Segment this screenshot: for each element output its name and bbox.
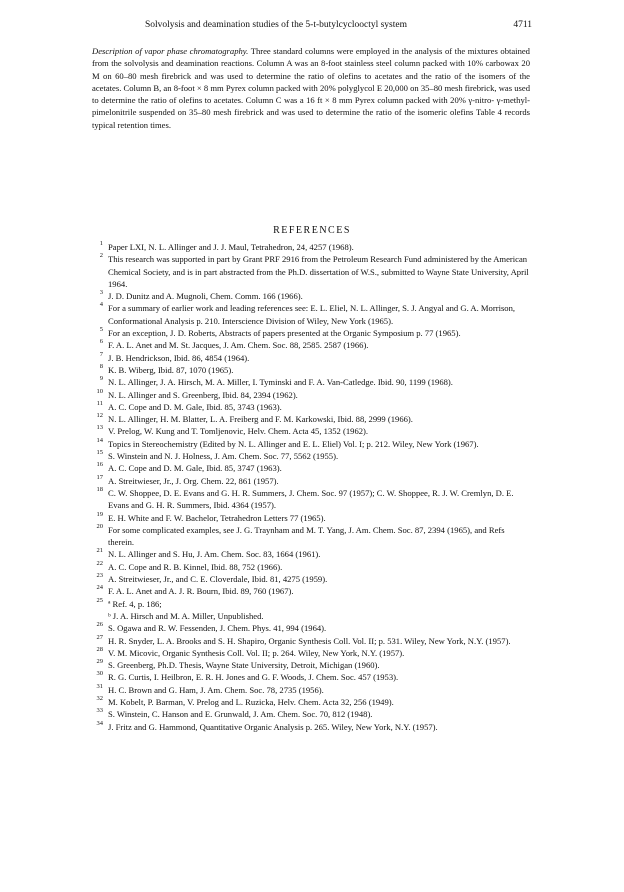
reference-number: 7 [99, 350, 103, 358]
reference-number: 24 [96, 584, 103, 592]
running-title: Solvolysis and deamination studies of the 5-t-butylcyclooctyl system [144, 20, 407, 30]
reference-number: 19 [96, 510, 103, 518]
reference-number: 23 [96, 572, 103, 580]
reference-number: 34 [96, 719, 103, 727]
reference-text: Paper LXI, N. L. Allinger and J. J. Maul, Tetrahedron, 24, 4257 (1968). [108, 242, 354, 252]
reference-text: V. M. Micovic, Organic Synthesis Coll. Vol. II; p. 264. Wiley, New York, N.Y. (1957). [108, 647, 405, 658]
reference-item [92, 450, 532, 462]
reference-number: 4 [99, 301, 103, 309]
reference-text: ª Ref. 4, p. 186; [108, 598, 162, 609]
reference-text: E. H. White and F. W. Bachelor, Tetrahedron Letters 77 (1965). [108, 512, 326, 523]
reference-item [92, 339, 532, 351]
reference-number: 5 [99, 326, 103, 334]
reference-item [92, 253, 532, 290]
reference-text: A. Streitwieser, Jr., J. Org. Chem. 22, 861 (1957). [108, 475, 279, 486]
reference-text: A. Streitwieser, Jr., and C. E. Cloverdale, Ibid. 81, 4275 (1959). [108, 574, 328, 585]
reference-text: K. B. Wiberg, Ibid. 87, 1070 (1965). [108, 364, 234, 375]
reference-text: C. W. Shoppee, D. E. Evans and G. H. R. Summers, J. Chem. Soc. 97 (1957); C. W. Shoppee, R. J. W. Cremlyn, D. E. Evans and G. H. R. Summers, Ibid. 4364 (1957). [108, 487, 514, 511]
reference-subnote: ᵇ J. A. Hirsch and M. A. Miller, Unpublished. [108, 610, 264, 621]
reference-text: N. L. Allinger, H. M. Blatter, L. A. Freiberg and F. M. Karkowski, Ibid. 88, 2999 (1966). [108, 414, 413, 425]
reference-item [92, 425, 532, 437]
reference-item [92, 438, 532, 450]
reference-number: 21 [96, 547, 103, 555]
reference-item [92, 696, 532, 708]
reference-item [92, 524, 532, 549]
reference-text: A. C. Cope and D. M. Gale, Ibid. 85, 3743 (1963). [108, 401, 282, 412]
references-list [92, 241, 532, 733]
reference-number: 32 [96, 694, 103, 702]
reference-number: 13 [96, 424, 103, 432]
reference-text: H. C. Brown and G. Ham, J. Am. Chem. Soc. 78, 2735 (1956). [108, 684, 324, 695]
reference-item [92, 573, 532, 585]
reference-text: J. B. Hendrickson, Ibid. 86, 4854 (1964). [108, 352, 250, 363]
reference-item [92, 512, 532, 524]
references-heading: REFERENCES [273, 225, 351, 236]
reference-number: 29 [96, 658, 103, 666]
reference-number: 15 [96, 449, 103, 457]
reference-number: 27 [96, 633, 103, 641]
reference-text: This research was supported in part by Grant PRF 2916 from the Petroleum Research Fund administered by the American Chemical Society, and is in part abstracted from the Ph.D. dissertation of W.S., submitted to Wayne State University, April 1964. [108, 254, 529, 289]
reference-item [92, 598, 532, 623]
reference-text: J. D. Dunitz and A. Mugnoli, Chem. Comm. 166 (1966). [108, 291, 303, 302]
reference-number: 33 [96, 707, 103, 715]
reference-item [92, 585, 532, 597]
reference-text: V. Prelog, W. Kung and T. Tomljenovic, Helv. Chem. Acta 45, 1352 (1962). [108, 426, 369, 437]
reference-item [92, 462, 532, 474]
reference-text: H. R. Snyder, L. A. Brooks and S. H. Shapiro, Organic Synthesis Coll. Vol. II; p. 531. Wiley, New York, N.Y. (1957). [108, 635, 511, 646]
reference-item [92, 241, 532, 253]
reference-number: 2 [99, 252, 103, 260]
reference-text: S. Greenberg, Ph.D. Thesis, Wayne State University, Detroit, Michigan (1960). [108, 660, 380, 671]
reference-item [92, 671, 532, 683]
reference-text: S. Winstein and N. J. Holness, J. Am. Chem. Soc. 77, 5562 (1955). [108, 451, 339, 462]
reference-item [92, 302, 532, 327]
reference-item [92, 622, 532, 634]
reference-item [92, 647, 532, 659]
reference-item [92, 635, 532, 647]
reference-number: 9 [99, 375, 103, 383]
reference-number: 30 [96, 670, 103, 678]
reference-text: A. C. Cope and R. B. Kinnel, Ibid. 88, 752 (1966). [108, 561, 283, 572]
reference-text: S. Winstein, C. Hanson and E. Grunwald, J. Am. Chem. Soc. 70, 812 (1948). [108, 709, 373, 720]
reference-item [92, 364, 532, 376]
reference-item [92, 290, 532, 302]
reference-number: 8 [99, 362, 103, 370]
reference-text: N. L. Allinger and S. Hu, J. Am. Chem. Soc. 83, 1664 (1961). [108, 549, 321, 560]
page-number: 4711 [513, 20, 532, 30]
reference-item [92, 401, 532, 413]
reference-number: 1 [99, 240, 103, 247]
reference-item [92, 721, 532, 733]
reference-item [92, 561, 532, 573]
reference-text: Topics in Stereochemistry (Edited by N. L. Allinger and E. L. Eliel) Vol. I; p. 212. Wiley, New York (1967). [108, 438, 479, 449]
paragraph-heading: Description of vapor phase chromatography. [92, 46, 249, 56]
reference-number: 16 [96, 461, 103, 469]
reference-text: F. A. L. Anet and M. St. Jacques, J. Am. Chem. Soc. 88, 2585. 2587 (1966). [108, 340, 369, 351]
reference-number: 25 [96, 596, 103, 604]
reference-text: N. L. Allinger, J. A. Hirsch, M. A. Miller, I. Tyminski and F. A. Van-Catledge. Ibid. 90, 1199 (1968). [108, 377, 453, 388]
reference-item [92, 376, 532, 388]
reference-text: For an exception, J. D. Roberts, Abstracts of papers presented at the Organic Symposium p. 77 (1965). [108, 328, 461, 339]
reference-text: R. G. Curtis, I. Heilbron, E. R. H. Jones and G. F. Woods, J. Chem. Soc. 457 (1953). [108, 672, 399, 683]
reference-item [92, 413, 532, 425]
reference-number: 22 [96, 559, 103, 567]
reference-number: 26 [96, 621, 103, 629]
paragraph-body: Three standard columns were employed in the analysis of the mixtures obtained from the solvolysis and deamination reactions. Column A was an 8-foot stainless steel column packed with 10% carbowax 20 M on 60–80 mesh firebrick and was used to determine the ratio of olefins to acetates and the ratio of the isomers of the acetates. Column B, an 8-foot × 8 mm Pyrex column packed with 20% polyglycol E 20,000 on 35–80 mesh firebrick, was used to determine the ratio of olefins to acetates. Column C was a 16 ft × 8 mm Pyrex column packed with 20% γ-nitro- γ-methyl-pimelonitrile suspended on 35–80 mesh firebrick and was used to determine the ratio of the isomeric olefins Table 4 records typical retention times. [92, 46, 530, 130]
reference-number: 18 [96, 485, 103, 493]
reference-number: 28 [96, 645, 103, 653]
reference-item [92, 475, 532, 487]
reference-item [92, 659, 532, 671]
reference-text: J. Fritz and G. Hammond, Quantitative Organic Analysis p. 265. Wiley, New York, N.Y. (1957). [108, 721, 438, 732]
reference-item [92, 708, 532, 720]
reference-number: 17 [96, 473, 103, 481]
reference-text: F. A. L. Anet and A. J. R. Bourn, Ibid. 89, 760 (1967). [108, 586, 294, 597]
page-header [60, 20, 532, 34]
reference-item [92, 684, 532, 696]
reference-item [92, 548, 532, 560]
reference-item [92, 327, 532, 339]
vpc-description-paragraph [92, 45, 530, 131]
reference-number: 10 [96, 387, 103, 395]
reference-number: 20 [96, 522, 103, 530]
reference-text: A. C. Cope and D. M. Gale, Ibid. 85, 3747 (1963). [108, 463, 282, 474]
reference-number: 12 [96, 412, 103, 420]
reference-item [92, 352, 532, 364]
reference-text: For a summary of earlier work and leading references see: E. L. Eliel, N. L. Allinger, S. J. Angyal and G. A. Morrison, Conformational Analysis p. 210. Interscience Division of Wiley, New York (1965). [108, 303, 516, 326]
reference-number: 6 [99, 338, 103, 346]
reference-item [92, 487, 532, 512]
reference-item [92, 389, 532, 401]
reference-number: 31 [96, 682, 103, 690]
reference-number: 14 [96, 436, 103, 444]
reference-text: N. L. Allinger and S. Greenberg, Ibid. 84, 2394 (1962). [108, 389, 298, 400]
reference-text: M. Kobelt, P. Barman, V. Prelog and L. Ruzicka, Helv. Chem. Acta 32, 256 (1949). [108, 696, 394, 707]
reference-text: S. Ogawa and R. W. Fessenden, J. Chem. Phys. 41, 994 (1964). [108, 623, 327, 634]
reference-number: 11 [96, 399, 103, 407]
reference-text: For some complicated examples, see J. G. Traynham and M. T. Yang, J. Am. Chem. Soc. 87, 2394 (1965), and Refs therein. [108, 524, 505, 548]
reference-number: 3 [99, 289, 103, 297]
